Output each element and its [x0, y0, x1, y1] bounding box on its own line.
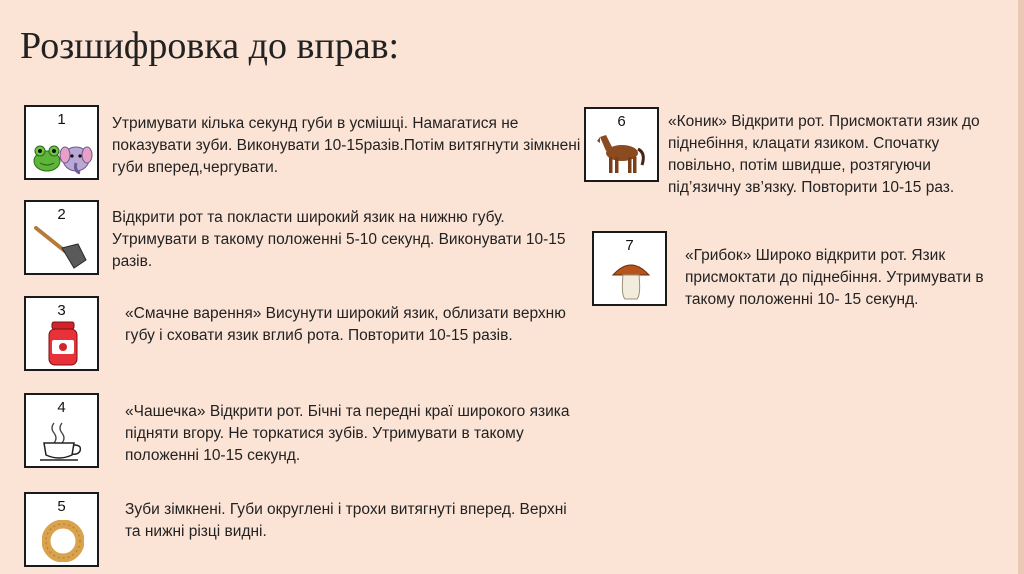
exercise-number: 3 [57, 302, 66, 319]
exercise-card-4 [24, 393, 99, 468]
exercise-description-7: «Грибок» Широко відкрити рот. Язик присмоктати до піднебіння. Утримувати в такому положенні 10- 15 секунд. [685, 247, 984, 308]
exercise-description-2: Відкрити рот та покласти широкий язик на нижню губу. Утримувати в такому положенні 5-10 секунд. Виконувати 10-15 разів. [112, 209, 566, 270]
exercise-number: 4 [57, 399, 66, 416]
exercise-description-3: «Смачне варення» Висунути широкий язик, облизати верхню губу і сховати язик вглиб рота. Повторити 10-15 разів. [125, 305, 566, 344]
horse-icon [596, 131, 648, 177]
mushroom-icon [611, 257, 651, 301]
bagel-icon [42, 520, 84, 562]
exercise-number: 1 [57, 111, 66, 128]
shovel-icon [32, 224, 92, 270]
exercise-description-6: «Коник» Відкрити рот. Присмоктати язик до піднебіння, клацати язиком. Спочатку повільно, потім швидше, розтягуючи під’язичну зв’язку. Повторити 10-15 раз. [668, 113, 980, 196]
exercise-card-1 [24, 105, 99, 180]
exercise-card-2 [24, 200, 99, 275]
exercise-card-6 [584, 107, 659, 182]
exercise-number: 6 [617, 113, 626, 130]
slide-edge-decoration [1018, 0, 1024, 574]
jam-jar-icon [46, 320, 80, 368]
exercise-card-3 [24, 296, 99, 371]
frog-and-elephant-icon [30, 135, 94, 175]
exercise-number: 2 [57, 206, 66, 223]
page-title: Розшифровка до вправ: [20, 25, 400, 67]
exercise-number: 5 [57, 498, 66, 515]
exercise-description-4: «Чашечка» Відкрити рот. Бічні та передні краї широкого язика підняти вгору. Не торкатися зубів. Утримувати в такому положенні 10-15 секунд. [125, 403, 570, 464]
exercise-description-1: Утримувати кілька секунд губи в усмішці. Намагатися не показувати зуби. Виконувати 10-15разів.Потім витягнути зімкнені губи вперед,чергувати. [112, 115, 581, 176]
exercise-card-5 [24, 492, 99, 567]
cup-icon [38, 421, 88, 463]
exercise-description-5: Зуби зімкнені. Губи округлені і трохи витягнуті вперед. Верхні та нижні різці видні. [125, 501, 567, 540]
exercise-number: 7 [625, 237, 634, 254]
exercise-card-7 [592, 231, 667, 306]
